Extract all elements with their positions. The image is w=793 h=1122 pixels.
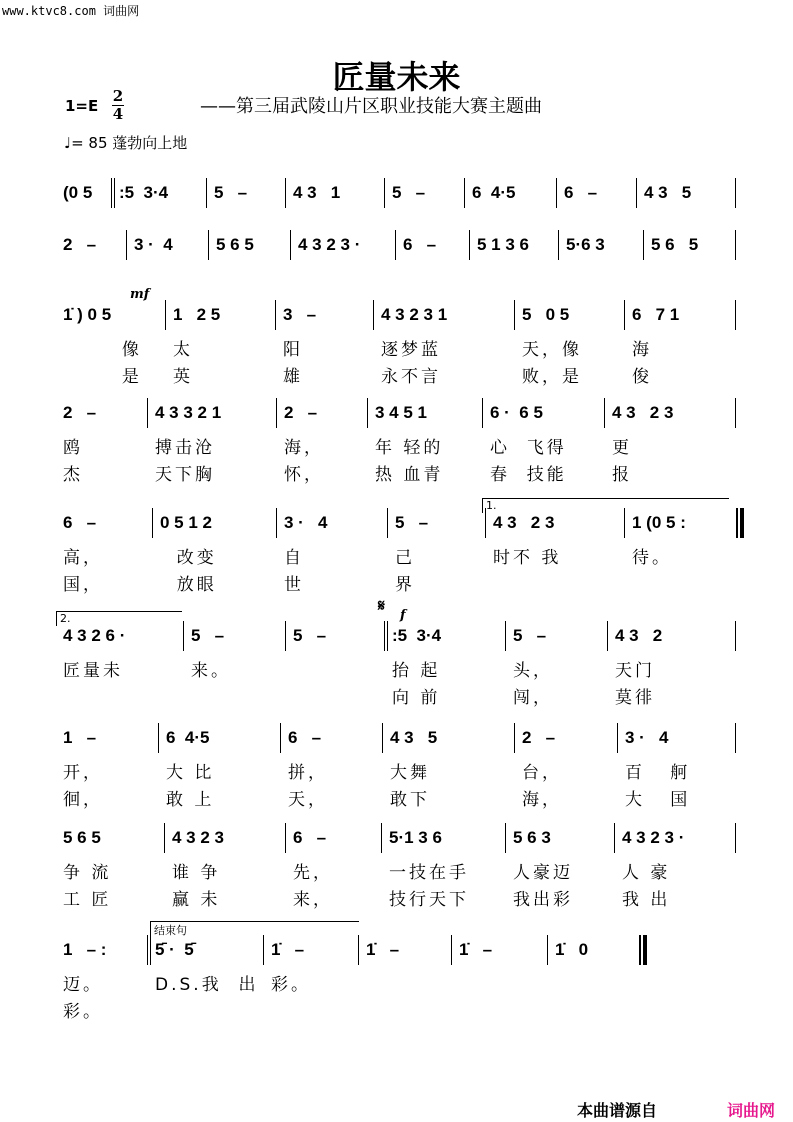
measure bbox=[614, 828, 735, 918]
measure bbox=[55, 940, 147, 1030]
song-title: 匠量未来 bbox=[332, 58, 461, 96]
key-signature: 1=E bbox=[65, 97, 99, 115]
lyric-verse-1: 自 bbox=[284, 548, 304, 568]
lyric-verse-2: 工 匠 bbox=[63, 890, 112, 910]
measure bbox=[505, 626, 607, 716]
measure bbox=[164, 828, 285, 918]
lyric-verse-1: 彩。 bbox=[271, 975, 311, 995]
measure-notes: 1 (0 5 : bbox=[632, 513, 686, 532]
source-site-link[interactable]: 词曲网 bbox=[727, 1101, 776, 1120]
measure-notes: 5 6 5 bbox=[216, 235, 254, 254]
score-system bbox=[0, 940, 793, 1040]
lyric-verse-1: D.S.我 出 bbox=[155, 975, 259, 995]
lyric-verse-1: 海 bbox=[632, 340, 652, 360]
lyric-verse-1: 太 bbox=[173, 340, 193, 360]
lyric-verse-1: 逐梦蓝 bbox=[381, 340, 441, 360]
measure-notes: 4 3 2 6 · bbox=[63, 626, 126, 645]
lyric-verse-1: 更 bbox=[612, 438, 632, 458]
bar-line bbox=[736, 508, 744, 538]
lyric-verse-2: 俊 bbox=[632, 367, 652, 387]
lyric-verse-2: 技行天下 bbox=[389, 890, 469, 910]
measure bbox=[381, 828, 505, 918]
lyric-verse-1: 心 飞得 bbox=[490, 438, 567, 458]
measure bbox=[367, 403, 482, 493]
measure bbox=[55, 513, 152, 603]
measure bbox=[558, 235, 643, 325]
lyric-verse-2: 败，是 bbox=[522, 367, 582, 387]
measure bbox=[208, 235, 290, 325]
measure-notes: 5 6 5 bbox=[63, 828, 101, 847]
score-system bbox=[0, 305, 793, 405]
measure bbox=[482, 403, 604, 493]
measure-notes: 1̇ – bbox=[366, 940, 400, 959]
bar-line bbox=[735, 398, 736, 428]
measure bbox=[382, 728, 514, 818]
measure bbox=[514, 305, 624, 395]
lyric-verse-1: 改变 bbox=[160, 548, 217, 568]
measure-notes: 2 – bbox=[284, 403, 318, 422]
lyric-verse-2: 闯， bbox=[513, 688, 553, 708]
measure-notes: 6 – bbox=[564, 183, 598, 202]
measure bbox=[285, 626, 384, 716]
lyric-verse-1: 匠量未 bbox=[63, 661, 123, 681]
measure-notes: 4 3 2 3 · bbox=[298, 235, 361, 254]
bar-line bbox=[639, 935, 647, 965]
measure-notes: 3 · 4 bbox=[134, 235, 173, 254]
source-label: 本曲谱源自 bbox=[577, 1101, 658, 1120]
measure bbox=[451, 940, 547, 1030]
measure-notes: 3 · 4 bbox=[284, 513, 328, 532]
measure bbox=[275, 305, 373, 395]
lyric-verse-2: 放眼 bbox=[160, 575, 217, 595]
measure bbox=[183, 626, 285, 716]
measure bbox=[358, 940, 451, 1030]
bar-line bbox=[735, 178, 736, 208]
measure-notes: 4 3 2 bbox=[615, 626, 663, 645]
lyric-verse-1: 争 流 bbox=[63, 863, 112, 883]
lyric-verse-2: 怀， bbox=[284, 465, 324, 485]
ending-phrase-bracket: 结束句 bbox=[150, 921, 359, 936]
measure-notes: 1 – bbox=[63, 728, 97, 747]
bar-line bbox=[735, 230, 736, 260]
measure-notes: 4 3 2 3 bbox=[172, 828, 224, 847]
measure-notes: 2 – bbox=[63, 403, 97, 422]
measure-notes: 3 4 5 1 bbox=[375, 403, 427, 422]
measure-notes: :5 3·4 bbox=[392, 626, 442, 645]
measure bbox=[55, 728, 158, 818]
score-system bbox=[0, 513, 793, 613]
lyric-verse-2: 敢下 bbox=[390, 790, 430, 810]
watermark: www.ktvc8.com 词曲网 bbox=[2, 4, 140, 18]
measure bbox=[624, 513, 736, 603]
measure-notes: 4 3 3 2 1 bbox=[155, 403, 222, 422]
lyric-verse-2: 我出彩 bbox=[513, 890, 573, 910]
measure bbox=[604, 403, 735, 493]
measure-notes: 6 – bbox=[288, 728, 322, 747]
measure-notes: 3 – bbox=[283, 305, 317, 324]
lyric-verse-2: 天， bbox=[288, 790, 328, 810]
measure-notes: 2 – bbox=[63, 235, 97, 254]
measure-notes: 5 0 5 bbox=[522, 305, 570, 324]
lyric-verse-2: 热 血青 bbox=[375, 465, 444, 485]
lyric-verse-1: 像 bbox=[63, 340, 142, 360]
measure bbox=[55, 828, 164, 918]
measure-notes: 1̇ – bbox=[271, 940, 305, 959]
measure-notes: 1̇ ) 0 5 bbox=[63, 305, 112, 324]
lyric-verse-2: 报 bbox=[612, 465, 632, 485]
measure-notes: 5 – bbox=[191, 626, 225, 645]
measure bbox=[147, 940, 263, 1030]
score-system bbox=[0, 403, 793, 503]
lyric-verse-2: 徊， bbox=[63, 790, 103, 810]
measure bbox=[55, 305, 165, 395]
lyric-verse-1: 高， bbox=[63, 548, 103, 568]
measure-notes: 6 7 1 bbox=[632, 305, 680, 324]
volta-first-ending: 1. bbox=[482, 498, 729, 513]
bar-line bbox=[735, 823, 736, 853]
lyric-verse-1: 待。 bbox=[632, 548, 672, 568]
measure-notes: 5 – bbox=[293, 626, 327, 645]
measure bbox=[280, 728, 382, 818]
lyric-verse-1: 台， bbox=[522, 763, 562, 783]
measure bbox=[387, 513, 485, 603]
lyric-verse-1: 海， bbox=[284, 438, 324, 458]
measure-notes: 1̇ 0 bbox=[555, 940, 589, 959]
lyric-verse-1: 先， bbox=[293, 863, 333, 883]
lyric-verse-1: 人 豪 bbox=[622, 863, 671, 883]
lyric-verse-2: 雄 bbox=[283, 367, 303, 387]
measure-notes: 1̇ – bbox=[459, 940, 493, 959]
lyric-verse-1: 头， bbox=[513, 661, 553, 681]
measure-notes: 6 4·5 bbox=[166, 728, 210, 747]
bar-line bbox=[735, 300, 736, 330]
measure-notes: 4 3 2 3 1 bbox=[381, 305, 448, 324]
measure-notes: 6 · 6 5 bbox=[490, 403, 543, 422]
lyric-verse-2: 大 国 bbox=[625, 790, 691, 810]
lyric-verse-2: 春 技能 bbox=[490, 465, 567, 485]
score-system bbox=[0, 626, 793, 726]
measure-notes: 5 – bbox=[392, 183, 426, 202]
measure bbox=[276, 513, 387, 603]
lyric-verse-1: 一技在手 bbox=[389, 863, 469, 883]
measure-notes: 5·1 3 6 bbox=[389, 828, 442, 847]
lyric-verse-2: 杰 bbox=[63, 465, 83, 485]
lyric-verse-2: 敢 上 bbox=[166, 790, 215, 810]
lyric-verse-1: 百 舸 bbox=[625, 763, 691, 783]
song-subtitle: ——第三届武陵山片区职业技能大赛主题曲 bbox=[200, 96, 542, 117]
measure-notes: 4 3 5 bbox=[390, 728, 438, 747]
lyric-verse-1: 开， bbox=[63, 763, 103, 783]
measure bbox=[373, 305, 514, 395]
measure-notes: 6 – bbox=[403, 235, 437, 254]
lyric-verse-1: 天门 bbox=[615, 661, 655, 681]
lyric-verse-1: 天，像 bbox=[522, 340, 582, 360]
measure-notes: 5 – bbox=[214, 183, 248, 202]
measure-notes: 3 · 4 bbox=[625, 728, 669, 747]
measure-notes: 0 5 1 2 bbox=[160, 513, 212, 532]
measure bbox=[55, 403, 147, 493]
measure bbox=[276, 403, 367, 493]
measure-notes: 5 – bbox=[513, 626, 547, 645]
measure bbox=[624, 305, 735, 395]
lyric-verse-2: 来， bbox=[293, 890, 333, 910]
measure-notes: 4 3 2 3 bbox=[493, 513, 555, 532]
time-signature-top: 2 bbox=[112, 87, 124, 105]
score-system bbox=[0, 728, 793, 828]
lyric-verse-1: 人豪迈 bbox=[513, 863, 573, 883]
lyric-verse-1: 搏击沧 bbox=[155, 438, 215, 458]
measure bbox=[617, 728, 735, 818]
measure bbox=[147, 403, 276, 493]
lyric-verse-1: 大舞 bbox=[390, 763, 430, 783]
measure bbox=[158, 728, 280, 818]
measure-notes: 5 6 5 bbox=[651, 235, 699, 254]
bar-line bbox=[735, 723, 736, 753]
lyric-verse-2: 英 bbox=[173, 367, 193, 387]
lyric-verse-2: 赢 未 bbox=[172, 890, 221, 910]
dynamic-mf: mf bbox=[130, 287, 150, 302]
lyric-verse-2: 永不言 bbox=[381, 367, 441, 387]
time-signature bbox=[112, 88, 124, 123]
time-signature-bottom: 4 bbox=[112, 105, 124, 123]
measure-notes: 5 – bbox=[395, 513, 429, 532]
measure-notes: 2 – bbox=[522, 728, 556, 747]
measure-notes: 1 – : bbox=[63, 940, 107, 959]
measure-notes: 5·6 3 bbox=[566, 235, 605, 254]
lyric-verse-2: 向 前 bbox=[392, 688, 441, 708]
lyric-verse-2: 界 bbox=[395, 575, 415, 595]
measure-notes: 4 3 1 bbox=[293, 183, 341, 202]
tempo-marking: ♩= 85 蓬勃向上地 bbox=[64, 134, 188, 152]
lyric-verse-2: 天下胸 bbox=[155, 465, 215, 485]
measure bbox=[285, 828, 381, 918]
lyric-verse-1: 大 比 bbox=[166, 763, 215, 783]
measure bbox=[505, 828, 614, 918]
measure-notes: 5̄ · 5̄ bbox=[155, 940, 194, 959]
measure bbox=[514, 728, 617, 818]
volta-second-ending: 2. bbox=[56, 611, 182, 626]
lyric-verse-1: 时不 我 bbox=[493, 548, 562, 568]
measure bbox=[547, 940, 639, 1030]
lyric-verse-1: 年 轻的 bbox=[375, 438, 444, 458]
lyric-verse-1: 阳 bbox=[283, 340, 303, 360]
measure-notes: 4 3 2 3 bbox=[612, 403, 674, 422]
measure bbox=[55, 626, 183, 716]
lyric-verse-2: 彩。 bbox=[63, 1002, 103, 1022]
lyric-verse-1: 谁 争 bbox=[172, 863, 221, 883]
measure-notes: 6 – bbox=[293, 828, 327, 847]
measure bbox=[263, 940, 358, 1030]
segno-sign: 𝄋 bbox=[378, 596, 385, 615]
lyric-verse-2: 是 bbox=[63, 367, 142, 387]
lyric-verse-2: 世 bbox=[284, 575, 304, 595]
measure-notes: 4 3 2 3 · bbox=[622, 828, 685, 847]
lyric-verse-2: 我 出 bbox=[622, 890, 671, 910]
measure bbox=[607, 626, 735, 716]
measure-notes: (0 5 bbox=[63, 183, 93, 202]
lyric-verse-2: 莫徘 bbox=[615, 688, 655, 708]
lyric-verse-1: 拼， bbox=[288, 763, 328, 783]
lyric-verse-1: 来。 bbox=[191, 661, 231, 681]
dynamic-f: f bbox=[400, 608, 406, 623]
measure bbox=[384, 626, 505, 716]
measure-notes: :5 3·4 bbox=[119, 183, 169, 202]
measure-notes: 6 4·5 bbox=[472, 183, 516, 202]
lyric-verse-2: 国， bbox=[63, 575, 103, 595]
measure-notes: 6 – bbox=[63, 513, 97, 532]
measure bbox=[152, 513, 276, 603]
measure bbox=[165, 305, 275, 395]
measure bbox=[485, 513, 624, 603]
lyric-verse-1: 迈。 bbox=[63, 975, 103, 995]
lyric-verse-2: 海， bbox=[522, 790, 562, 810]
measure-notes: 5 6 3 bbox=[513, 828, 551, 847]
measure-notes: 5 1 3 6 bbox=[477, 235, 529, 254]
bar-line bbox=[735, 621, 736, 651]
score-system bbox=[0, 828, 793, 928]
lyric-verse-1: 鸥 bbox=[63, 438, 83, 458]
measure-notes: 1 2 5 bbox=[173, 305, 221, 324]
measure-notes: 4 3 5 bbox=[644, 183, 692, 202]
lyric-verse-1: 抬 起 bbox=[392, 661, 441, 681]
lyric-verse-1: 己 bbox=[395, 548, 415, 568]
